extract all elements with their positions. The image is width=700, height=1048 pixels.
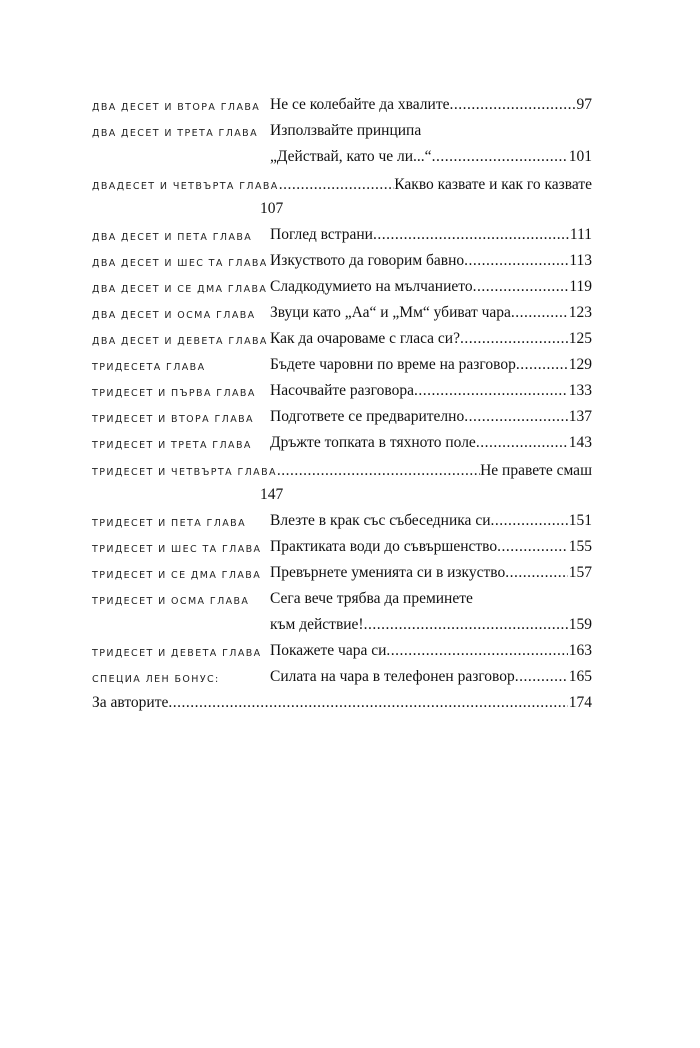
dot-leader	[386, 642, 567, 660]
chapter-title: Как да очароваме с гласа си?	[270, 330, 460, 347]
chapter-title: Силата на чара в телефонен разговор	[270, 668, 515, 685]
dot-leader	[515, 668, 568, 686]
page-number: 133	[568, 382, 592, 399]
dot-leader	[449, 96, 575, 114]
chapter-label: ДВА ДЕСЕТ И ШЕС ТА ГЛАВА	[92, 258, 268, 269]
chapter-label: ДВА ДЕСЕТ И ОСМА ГЛАВА	[92, 310, 256, 321]
toc-entry-continuation	[92, 614, 592, 640]
toc-entry	[92, 458, 592, 484]
toc-entry	[92, 250, 592, 276]
dot-leader	[460, 330, 568, 348]
chapter-title: Покажете чара си	[270, 642, 387, 659]
chapter-label: ТРИДЕСЕТА ГЛАВА	[92, 362, 206, 373]
chapter-title: Какво казвате и как го казвате	[394, 176, 592, 193]
chapter-title-line	[270, 226, 592, 244]
toc-entry-authors	[92, 692, 592, 718]
chapter-title-line	[270, 538, 592, 556]
chapter-label: ТРИДЕСЕТ И ОСМА ГЛАВА	[92, 596, 250, 607]
chapter-title: Превърнете уменията си в изкуство	[270, 564, 506, 581]
page-number: 174	[568, 694, 592, 711]
page-number: 159	[568, 616, 592, 633]
dot-leader	[277, 458, 480, 484]
chapter-title-line	[270, 148, 592, 166]
dot-leader	[511, 304, 568, 322]
page-number: 151	[568, 512, 592, 529]
dot-leader	[473, 278, 569, 296]
table-of-contents	[92, 94, 592, 718]
toc-entry	[92, 588, 592, 614]
dot-leader	[516, 356, 568, 374]
toc-entry	[92, 536, 592, 562]
chapter-title-line	[270, 668, 592, 686]
dot-leader	[373, 226, 569, 244]
authors-title: За авторите	[92, 694, 169, 711]
page-number: 137	[568, 408, 592, 425]
page-number: 143	[568, 434, 592, 451]
chapter-title-line	[270, 616, 592, 634]
chapter-title: Не се колебайте да хвалите	[270, 96, 450, 113]
toc-entry	[92, 276, 592, 302]
dot-leader	[279, 172, 395, 198]
chapter-label: ДВАДЕСЕТ И ЧЕТВЪРТА ГЛАВА	[92, 181, 279, 192]
page-number: 101	[568, 148, 592, 165]
chapter-title-line	[270, 382, 592, 400]
chapter-label: СПЕЦИА ЛЕН БОНУС:	[92, 674, 220, 685]
toc-entry	[92, 120, 592, 146]
page-number: 119	[569, 278, 592, 295]
chapter-title: Сега вече трябва да преминете	[270, 590, 473, 607]
toc-entry	[92, 432, 592, 458]
page-number: 113	[569, 252, 592, 269]
page-number: 111	[569, 226, 592, 243]
toc-entry-continuation	[92, 146, 592, 172]
chapter-title: Насочвайте разговора	[270, 382, 414, 399]
chapter-title-line	[270, 564, 592, 582]
page-number: 147	[260, 486, 284, 503]
toc-entry	[92, 302, 592, 328]
chapter-title-line	[270, 252, 592, 270]
dot-leader	[476, 434, 568, 452]
page-number: 155	[568, 538, 592, 555]
chapter-title: Влезте в крак със събеседника си	[270, 512, 491, 529]
chapter-title: Подгответе се предварително	[270, 408, 465, 425]
chapter-title: Поглед встрани	[270, 226, 373, 243]
chapter-title: Използвайте принципа	[270, 122, 422, 139]
chapter-line	[92, 172, 592, 198]
page-number: 165	[568, 668, 592, 685]
dot-leader	[168, 694, 567, 712]
authors-line	[92, 694, 592, 712]
toc-entry	[92, 640, 592, 666]
chapter-label: ДВА ДЕСЕТ И ДЕВЕТА ГЛАВА	[92, 336, 268, 347]
page-number: 125	[568, 330, 592, 347]
chapter-title-line	[270, 356, 592, 374]
page-number: 163	[568, 642, 592, 659]
toc-entry	[92, 406, 592, 432]
chapter-title-continued: „Действай, като че ли...“	[270, 148, 432, 165]
chapter-title-line	[270, 512, 592, 530]
chapter-title-line	[270, 304, 592, 322]
page-number: 123	[568, 304, 592, 321]
dot-leader	[505, 564, 568, 582]
chapter-label: ТРИДЕСЕТ И ДЕВЕТА ГЛАВА	[92, 648, 262, 659]
chapter-label: ДВА ДЕСЕТ И ВТОРА ГЛАВА	[92, 102, 261, 113]
dot-leader	[464, 252, 568, 270]
page-number: 97	[576, 96, 592, 113]
toc-entry	[92, 94, 592, 120]
dot-leader	[364, 616, 568, 634]
chapter-title-line	[270, 330, 592, 348]
chapter-label: ДВА ДЕСЕТ И ПЕТА ГЛАВА	[92, 232, 253, 243]
toc-entry	[92, 510, 592, 536]
chapter-title-line	[270, 642, 592, 660]
chapter-label: ТРИДЕСЕТ И СЕ ДМА ГЛАВА	[92, 570, 262, 581]
chapter-label: ТРИДЕСЕТ И ШЕС ТА ГЛАВА	[92, 544, 262, 555]
chapter-title: Не правете смаш	[480, 462, 592, 479]
chapter-label: ТРИДЕСЕТ И ЧЕТВЪРТА ГЛАВА	[92, 467, 277, 478]
toc-entry-continuation	[92, 198, 592, 224]
chapter-title: Изкуството да говорим бавно	[270, 252, 465, 269]
chapter-label: ТРИДЕСЕТ И ТРЕТА ГЛАВА	[92, 440, 252, 451]
chapter-label: ТРИДЕСЕТ И ПЪРВА ГЛАВА	[92, 388, 256, 399]
chapter-label: ДВА ДЕСЕТ И ТРЕТА ГЛАВА	[92, 128, 258, 139]
chapter-title: Дръжте топката в тяхното поле	[270, 434, 476, 451]
chapter-title-line	[270, 408, 592, 426]
toc-entry	[92, 224, 592, 250]
toc-entry	[92, 172, 592, 198]
page-number: 157	[568, 564, 592, 581]
chapter-title-continued: към действие!	[270, 616, 364, 633]
chapter-label: ДВА ДЕСЕТ И СЕ ДМА ГЛАВА	[92, 284, 268, 295]
chapter-title-line	[270, 434, 592, 452]
chapter-label: ТРИДЕСЕТ И ВТОРА ГЛАВА	[92, 414, 254, 425]
dot-leader	[414, 382, 568, 400]
chapter-title: Бъдете чаровни по време на разговор	[270, 356, 516, 373]
chapter-title: Звуци като „Аа“ и „Мм“ убиват чара	[270, 304, 511, 321]
toc-entry-continuation	[92, 484, 592, 510]
dot-leader	[464, 408, 568, 426]
dot-leader	[432, 148, 568, 166]
toc-entry	[92, 328, 592, 354]
page-number: 107	[260, 200, 284, 217]
chapter-label: ТРИДЕСЕТ И ПЕТА ГЛАВА	[92, 518, 246, 529]
toc-entry	[92, 562, 592, 588]
toc-entry	[92, 380, 592, 406]
chapter-title: Практиката води до съвършенство	[270, 538, 498, 555]
page-number: 129	[568, 356, 592, 373]
dot-leader	[497, 538, 568, 556]
toc-entry	[92, 666, 592, 692]
toc-entry	[92, 354, 592, 380]
dot-leader	[491, 512, 568, 530]
chapter-title-line	[270, 278, 592, 296]
chapter-title-line	[270, 96, 592, 114]
chapter-title: Сладкодумието на мълчанието	[270, 278, 473, 295]
chapter-line	[92, 458, 592, 484]
